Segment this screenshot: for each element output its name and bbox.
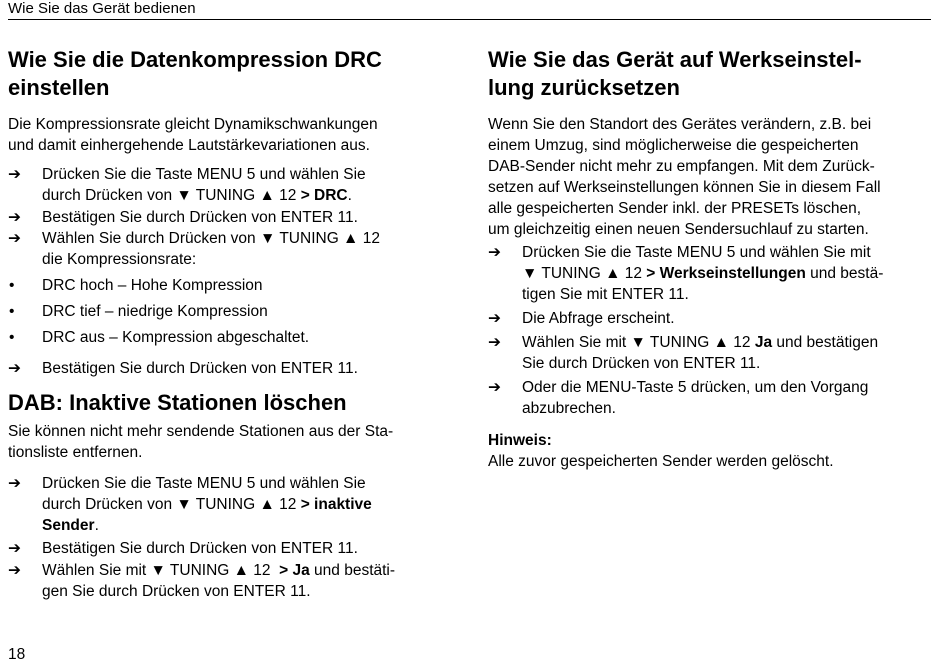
page-number: 18 xyxy=(8,646,26,663)
dab-step-1-period: . xyxy=(94,517,99,534)
drc-option-low-text: DRC tief – niedrige Kompression xyxy=(42,303,268,320)
drc-step-1-period: . xyxy=(347,187,352,204)
drc-step-1-line-2: durch Drücken von ▼ TUNING ▲ 12 xyxy=(42,187,301,204)
reset-intro xyxy=(488,114,881,240)
reset-heading xyxy=(488,46,862,102)
reset-step-3-line-1-end: und bestätigen xyxy=(772,334,879,351)
arrow-icon: ➔ xyxy=(8,540,21,557)
arrow-icon: ➔ xyxy=(8,209,21,226)
drc-intro-line-1: Die Kompressionsrate gleicht Dynamikschwankungen xyxy=(8,116,378,133)
drc-intro-line-2: und damit einhergehende Lautstärkevariationen aus. xyxy=(8,137,370,154)
reset-step-1-line-1: Drücken Sie die Taste MENU 5 und wählen Sie mit xyxy=(522,244,871,261)
arrow-icon: ➔ xyxy=(488,379,501,396)
bullet-icon: • xyxy=(9,329,15,346)
drc-intro xyxy=(8,114,378,156)
reset-step-2-text: Die Abfrage erscheint. xyxy=(522,310,675,327)
drc-step-1-line-1: Drücken Sie die Taste MENU 5 und wählen Sie xyxy=(42,166,366,183)
drc-step-3-line-1: Wählen Sie durch Drücken von ▼ TUNING ▲ 12 xyxy=(42,230,380,247)
note-text: Alle zuvor gespeicherten Sender werden gelöscht. xyxy=(488,453,834,470)
reset-step-3-line-2: Sie durch Drücken von ENTER 11. xyxy=(522,355,761,372)
reset-yes-option: Ja xyxy=(754,334,773,351)
dab-step-3-line-1: Wählen Sie mit ▼ TUNING ▲ 12 xyxy=(42,562,280,579)
drc-heading xyxy=(8,46,382,102)
reset-intro-line-4: setzen auf Werkseinstellungen können Sie in diesem Fall xyxy=(488,179,881,196)
dab-menu-path-end: Sender xyxy=(42,517,95,534)
arrow-icon: ➔ xyxy=(488,334,501,351)
dab-menu-path: > inaktive xyxy=(300,496,372,513)
note-label: Hinweis: xyxy=(488,432,552,449)
arrow-icon: ➔ xyxy=(8,166,21,183)
dab-intro-line-1: Sie können nicht mehr sendende Stationen aus der Sta- xyxy=(8,423,394,440)
reset-step-4-line-1: Oder die MENU-Taste 5 drücken, um den Vorgang xyxy=(522,379,869,396)
reset-intro-line-2: einem Umzug, sind möglicherweise die gespeicherten xyxy=(488,137,859,154)
reset-step-1-line-2: ▼ TUNING ▲ 12 xyxy=(522,265,647,282)
drc-heading-line-2: einstellen xyxy=(8,75,110,100)
dab-step-2-text: Bestätigen Sie durch Drücken von ENTER 11. xyxy=(42,540,358,557)
drc-step-2-text: Bestätigen Sie durch Drücken von ENTER 11. xyxy=(42,209,358,226)
dab-heading xyxy=(8,389,347,417)
reset-step-4-line-2: abzubrechen. xyxy=(522,400,616,417)
running-header xyxy=(8,0,931,20)
dab-intro-line-2: tionsliste entfernen. xyxy=(8,444,143,461)
dab-yes-option: > Ja xyxy=(279,562,310,579)
arrow-icon: ➔ xyxy=(488,244,501,261)
bullet-icon: • xyxy=(9,277,15,294)
drc-step-3-line-2: die Kompressionsrate: xyxy=(42,251,197,268)
bullet-icon: • xyxy=(9,303,15,320)
arrow-icon: ➔ xyxy=(8,562,21,579)
reset-step-3-line-1: Wählen Sie mit ▼ TUNING ▲ 12 xyxy=(522,334,755,351)
drc-option-off-text: DRC aus – Kompression abgeschaltet. xyxy=(42,329,310,346)
dab-step-3-line-1-end: und bestäti- xyxy=(309,562,396,579)
reset-intro-line-3: DAB-Sender nicht mehr zu empfangen. Mit dem Zurück- xyxy=(488,158,875,175)
arrow-icon: ➔ xyxy=(8,475,21,492)
reset-heading-line-2: lung zurücksetzen xyxy=(488,75,680,100)
arrow-icon: ➔ xyxy=(8,360,21,377)
running-header-title: Wie Sie das Gerät bedienen xyxy=(8,0,196,17)
dab-step-1-line-2: durch Drücken von ▼ TUNING ▲ 12 xyxy=(42,496,301,513)
reset-step-1-line-3: tigen Sie mit ENTER 11. xyxy=(522,286,689,303)
arrow-icon: ➔ xyxy=(8,230,21,247)
drc-option-high-text: DRC hoch – Hohe Kompression xyxy=(42,277,263,294)
dab-step-3-line-2: gen Sie durch Drücken von ENTER 11. xyxy=(42,583,311,600)
reset-menu-path: > Werkseinstellungen xyxy=(646,265,806,282)
reset-step-1-line-2-end: und bestä- xyxy=(805,265,884,282)
drc-step-4-text: Bestätigen Sie durch Drücken von ENTER 11. xyxy=(42,360,358,377)
dab-step-1-line-1: Drücken Sie die Taste MENU 5 und wählen Sie xyxy=(42,475,366,492)
drc-heading-line-1: Wie Sie die Datenkompression DRC xyxy=(8,47,382,72)
reset-note xyxy=(488,430,834,472)
dab-intro xyxy=(8,421,393,463)
reset-intro-line-5: alle gespeicherten Sender inkl. der PRESETs löschen, xyxy=(488,200,862,217)
reset-heading-line-1: Wie Sie das Gerät auf Werkseinstel- xyxy=(488,47,862,72)
dab-heading-text: DAB: Inaktive Stationen löschen xyxy=(8,390,347,415)
reset-intro-line-6: um gleichzeitig einen neuen Sendersuchlauf zu starten. xyxy=(488,221,869,238)
drc-menu-path: > DRC xyxy=(300,187,348,204)
arrow-icon: ➔ xyxy=(488,310,501,327)
reset-intro-line-1: Wenn Sie den Standort des Gerätes verändern, z.B. bei xyxy=(488,116,872,133)
